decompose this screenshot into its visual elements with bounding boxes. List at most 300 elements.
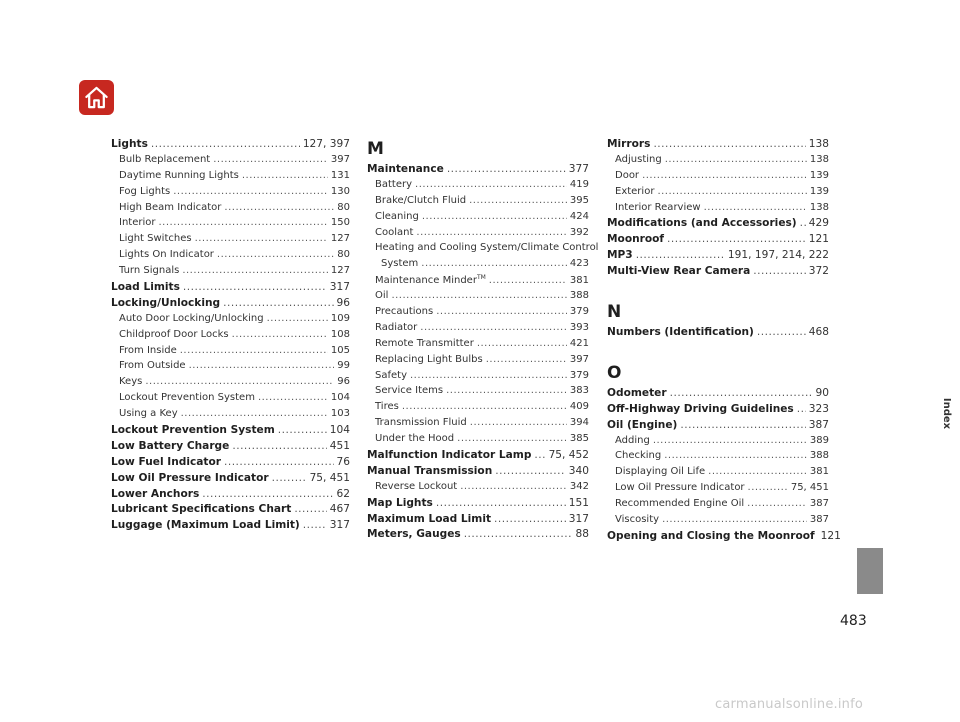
entry-label: Interior Rearview <box>615 201 701 213</box>
index-subentry[interactable] <box>367 481 589 497</box>
page-ref[interactable]: 394 <box>569 417 589 429</box>
page-ref[interactable]: 385 <box>569 433 589 445</box>
page-ref[interactable]: 96 <box>336 296 350 309</box>
watermark: carmanualsonline.info <box>715 697 864 712</box>
leader-dots <box>464 528 573 540</box>
index-entry[interactable] <box>607 419 829 435</box>
entry-text <box>119 392 255 403</box>
leader-dots <box>272 472 307 484</box>
index-entry[interactable] <box>607 326 829 342</box>
leader-dots <box>534 449 545 461</box>
leader-dots <box>151 138 300 150</box>
entry-text: Heating and Cooling System/Climate Control <box>375 242 599 254</box>
entry-label: Remote Transmitter <box>375 337 474 349</box>
entry-text <box>119 154 210 165</box>
page-ref[interactable]: 80 <box>337 201 350 213</box>
leader-dots <box>294 503 326 515</box>
home-icon <box>83 84 110 111</box>
index-entry[interactable] <box>607 249 829 265</box>
entry-text <box>615 186 654 197</box>
page-ref[interactable]: 389 <box>809 434 829 446</box>
entry-text <box>111 456 221 468</box>
page-ref[interactable]: 424 <box>569 210 589 222</box>
entry-text <box>119 202 221 213</box>
entry-text <box>615 466 705 477</box>
entry-text <box>375 354 483 365</box>
page-ref[interactable]: 138 <box>809 153 829 165</box>
entry-text <box>615 154 662 165</box>
page-ref[interactable]: 317 <box>568 512 589 525</box>
page-ref[interactable]: 80 <box>337 249 350 261</box>
entry-label: Daytime Running Lights <box>119 169 239 181</box>
entry-label: Oil (Engine) <box>607 418 678 431</box>
page-ref[interactable]: 383 <box>569 385 589 397</box>
page-ref[interactable]: 76 <box>336 455 350 468</box>
page-ref[interactable]: 151 <box>568 496 589 509</box>
index-entry[interactable] <box>111 503 350 519</box>
index-entry[interactable] <box>607 138 829 154</box>
entry-text <box>119 186 170 197</box>
section-letter: N <box>607 302 622 323</box>
entry-label: Low Oil Pressure Indicator <box>615 482 745 494</box>
leader-dots <box>436 306 567 317</box>
entry-label: Cleaning <box>375 210 419 222</box>
entry-text <box>111 488 199 500</box>
entry-label: Recommended Engine Oil <box>615 498 745 510</box>
leader-dots <box>708 466 807 477</box>
entry-text <box>111 297 220 309</box>
entry-text <box>615 514 659 525</box>
page-ref[interactable]: 130 <box>330 185 350 197</box>
leader-dots <box>667 233 806 245</box>
index-entry[interactable] <box>367 528 589 544</box>
section-letter: O <box>607 362 622 383</box>
leader-dots <box>436 497 566 509</box>
leader-dots <box>662 514 807 525</box>
home-button[interactable] <box>79 80 114 115</box>
index-subentry[interactable] <box>111 233 350 249</box>
index-subentry[interactable] <box>607 514 829 530</box>
index-entry[interactable] <box>607 403 829 419</box>
entry-text <box>367 449 531 461</box>
section-letter: M <box>367 139 384 159</box>
leader-dots <box>183 281 327 293</box>
index-subentry[interactable] <box>367 370 589 386</box>
index-subentry[interactable] <box>111 345 350 361</box>
entry-label: Viscosity <box>615 514 660 526</box>
leader-dots <box>224 202 334 213</box>
entry-label: Door <box>615 169 640 181</box>
page-ref[interactable]: 75, 451 <box>790 482 829 494</box>
leader-dots <box>258 392 328 403</box>
page-ref[interactable]: 342 <box>569 480 589 492</box>
index-entry[interactable] <box>607 387 829 403</box>
page-ref[interactable]: 75, 451 <box>309 471 350 484</box>
entry-text <box>111 519 300 531</box>
leader-dots <box>422 211 567 222</box>
entry-text <box>119 265 179 276</box>
page-ref[interactable]: 381 <box>809 466 829 478</box>
entry-text <box>615 482 745 493</box>
page-ref[interactable]: 387 <box>809 498 829 510</box>
entry-text <box>367 163 444 175</box>
page-ref[interactable]: 138 <box>808 138 829 150</box>
page-ref[interactable]: 138 <box>809 201 829 213</box>
index-subentry[interactable] <box>111 329 350 345</box>
page-ref[interactable]: 62 <box>336 487 350 500</box>
entry-text <box>607 326 754 338</box>
entry-text <box>375 274 486 286</box>
entry-label: Load Limits <box>111 281 180 294</box>
leader-dots <box>402 401 567 412</box>
index-side-tab[interactable] <box>934 390 960 436</box>
index-subentry[interactable] <box>607 154 829 170</box>
index-subentry[interactable] <box>367 195 589 211</box>
entry-label: Interior <box>119 217 156 229</box>
index-subentry[interactable] <box>607 435 829 451</box>
entry-label: Keys <box>119 376 143 388</box>
entry-text <box>607 387 667 399</box>
entry-text <box>111 281 180 293</box>
entry-text <box>375 401 399 412</box>
leader-dots <box>182 265 328 276</box>
entry-label: Lights <box>111 138 148 150</box>
entry-label: Exterior <box>615 185 655 197</box>
index-subentry[interactable] <box>367 290 589 306</box>
page-ref[interactable]: 105 <box>330 344 350 356</box>
index-subentry[interactable] <box>607 170 829 186</box>
leader-dots <box>477 338 567 349</box>
leader-dots <box>446 385 567 396</box>
page-ref[interactable]: 127 <box>330 265 350 277</box>
index-subentry[interactable] <box>367 227 589 243</box>
entry-text <box>111 503 291 515</box>
index-subentry[interactable] <box>111 376 350 392</box>
entry-label: Maximum Load Limit <box>367 512 492 525</box>
page-ref[interactable]: 139 <box>809 169 829 181</box>
leader-dots <box>189 360 335 371</box>
index-entry[interactable] <box>111 297 350 313</box>
index-entry[interactable] <box>367 449 589 465</box>
index-entry[interactable] <box>111 138 350 154</box>
entry-label: Adjusting <box>615 153 662 165</box>
page-number: 483 <box>840 613 867 629</box>
page-ref[interactable]: 131 <box>330 169 350 181</box>
page-ref[interactable]: 109 <box>330 312 350 324</box>
page-ref[interactable]: 419 <box>569 178 589 190</box>
index-subentry[interactable] <box>111 313 350 329</box>
page-ref[interactable]: 191, 197, 214, 222 <box>727 249 829 262</box>
index-subentry[interactable] <box>367 433 589 449</box>
index-subentry[interactable] <box>111 217 350 233</box>
entry-text <box>375 417 467 428</box>
leader-dots <box>469 195 567 206</box>
entry-label: Meters, Gauges <box>367 528 461 541</box>
entry-text <box>607 403 794 415</box>
index-entry[interactable] <box>111 456 350 472</box>
leader-dots <box>278 424 327 436</box>
index-entry[interactable] <box>367 163 589 179</box>
index-subentry[interactable] <box>367 322 589 338</box>
page-ref[interactable]: 397 <box>569 353 589 365</box>
leader-dots <box>232 440 326 452</box>
page-ref[interactable]: 395 <box>569 194 589 206</box>
entry-text <box>111 424 275 436</box>
page-ref[interactable]: 392 <box>569 226 589 238</box>
index-subentry <box>367 242 599 258</box>
entry-text <box>119 249 214 260</box>
entry-label: Brake/Clutch Fluid <box>375 194 467 206</box>
page-ref[interactable]: 388 <box>569 290 589 302</box>
entry-label: Lower Anchors <box>111 487 200 500</box>
entry-text <box>381 258 418 269</box>
entry-label: Maintenance <box>367 163 444 175</box>
index-subentry[interactable] <box>367 274 589 290</box>
index-subentry[interactable] <box>367 417 589 433</box>
index-subentry[interactable] <box>111 154 350 170</box>
entry-label: Replacing Light Bulbs <box>375 353 483 365</box>
entry-label: Off-Highway Driving Guidelines <box>607 402 794 415</box>
entry-label: Luggage (Maximum Load Limit) <box>111 519 300 532</box>
entry-text <box>119 345 177 356</box>
page-ref[interactable]: 397 <box>330 153 350 165</box>
page-ref[interactable]: 381 <box>569 275 589 287</box>
page-ref[interactable]: 468 <box>808 326 829 339</box>
page-ref[interactable]: 139 <box>809 185 829 197</box>
index-subentry[interactable] <box>607 202 829 218</box>
entry-text <box>367 497 433 509</box>
entry-label: Fog Lights <box>119 185 171 197</box>
index-subentry[interactable] <box>367 211 589 227</box>
index-subentry[interactable] <box>111 202 350 218</box>
page-ref[interactable]: 99 <box>337 360 350 372</box>
entry-label: Multi-View Rear Camera <box>607 265 751 278</box>
index-entry[interactable] <box>367 513 589 529</box>
entry-label: Radiator <box>375 321 418 333</box>
index-subentry[interactable] <box>111 249 350 265</box>
page-ref[interactable]: 96 <box>337 376 350 388</box>
page-ref[interactable]: 467 <box>329 503 350 516</box>
index-subentry[interactable] <box>367 401 589 417</box>
leader-dots <box>224 456 334 468</box>
index-subentry[interactable] <box>367 385 589 401</box>
page-ref[interactable]: 340 <box>568 464 589 477</box>
page-ref[interactable]: 323 <box>808 402 829 415</box>
index-column-2 <box>367 138 599 544</box>
leader-dots <box>747 498 807 509</box>
index-subentry[interactable] <box>607 186 829 202</box>
page-ref[interactable]: 409 <box>569 401 589 413</box>
entry-text <box>615 498 744 509</box>
entry-label: High Beam Indicator <box>119 201 222 213</box>
entry-text <box>607 138 650 150</box>
index-entry[interactable] <box>111 472 350 488</box>
entry-text <box>607 419 677 431</box>
page-ref[interactable]: 104 <box>329 424 350 437</box>
entry-label: Oil <box>375 290 389 302</box>
index-subentry[interactable] <box>607 450 829 466</box>
entry-label: Manual Transmission <box>367 464 493 477</box>
entry-text <box>607 265 750 277</box>
leader-dots <box>665 154 807 165</box>
page-ref[interactable]: 88 <box>575 528 589 541</box>
entry-label: Modifications (and Accessories) <box>607 217 797 230</box>
page-ref[interactable]: 104 <box>330 392 350 404</box>
section-gap <box>607 342 829 362</box>
page-ref[interactable]: 150 <box>330 217 350 229</box>
entry-label: Light Switches <box>119 233 192 245</box>
entry-label: Auto Door Locking/Unlocking <box>119 312 264 324</box>
index-entry[interactable] <box>607 233 829 249</box>
leader-dots <box>664 450 807 461</box>
entry-text <box>119 233 192 244</box>
leader-dots <box>748 482 788 493</box>
index-subentry[interactable] <box>111 170 350 186</box>
leader-dots <box>457 433 567 444</box>
page-ref[interactable]: 121 <box>820 529 841 542</box>
page-ref[interactable]: 387 <box>808 418 829 431</box>
page-ref[interactable]: 103 <box>330 408 350 420</box>
entry-text <box>607 233 664 245</box>
leader-dots <box>704 202 807 213</box>
page-ref[interactable]: 451 <box>329 439 350 452</box>
index-entry[interactable] <box>111 519 350 535</box>
entry-label: Opening and Closing the Moonroof <box>607 529 815 542</box>
leader-dots <box>303 519 327 531</box>
index-subentry[interactable] <box>367 258 589 274</box>
index-subentry[interactable] <box>111 265 350 281</box>
entry-label: Tires <box>375 401 399 413</box>
page-ref[interactable]: 387 <box>809 514 829 526</box>
entry-text <box>375 290 388 301</box>
entry-label: Map Lights <box>367 496 433 509</box>
leader-dots <box>213 154 328 165</box>
index-subentry[interactable] <box>607 466 829 482</box>
page-ref[interactable]: 372 <box>808 265 829 278</box>
entry-label: Using a Key <box>119 408 178 420</box>
entry-text <box>375 322 417 333</box>
index-entry[interactable] <box>367 465 589 481</box>
entry-label: Lubricant Specifications Chart <box>111 503 292 516</box>
leader-dots <box>642 170 807 181</box>
page-ref[interactable]: 317 <box>329 281 350 294</box>
page-ref[interactable]: 379 <box>569 306 589 318</box>
index-subentry[interactable] <box>111 392 350 408</box>
leader-dots <box>447 163 566 175</box>
page-ref[interactable]: 90 <box>815 386 829 399</box>
entry-text <box>607 530 815 542</box>
leader-dots <box>180 345 328 356</box>
entry-label: Malfunction Indicator Lamp <box>367 449 532 462</box>
entry-label: Lights On Indicator <box>119 249 214 261</box>
leader-dots <box>486 354 567 365</box>
leader-dots <box>420 322 567 333</box>
page-ref[interactable]: 75, 452 <box>548 449 589 462</box>
side-tab-label: Index <box>941 397 953 429</box>
leader-dots <box>680 419 805 431</box>
leader-dots <box>195 233 328 244</box>
entry-label: Turn Signals <box>119 265 180 277</box>
leader-dots <box>158 217 327 228</box>
entry-label: Bulb Replacement <box>119 153 211 165</box>
entry-text <box>367 465 492 477</box>
entry-text <box>111 138 148 150</box>
entry-text <box>119 408 178 419</box>
index-entry[interactable] <box>111 424 350 440</box>
entry-label: Low Oil Pressure Indicator <box>111 471 269 484</box>
entry-label: Lockout Prevention System <box>111 424 275 437</box>
entry-text <box>119 313 264 324</box>
index-entry[interactable] <box>111 488 350 504</box>
page-ref[interactable]: 429 <box>808 217 829 230</box>
page-ref[interactable]: 423 <box>569 258 589 270</box>
index-subentry[interactable] <box>111 186 350 202</box>
leader-dots <box>470 417 567 428</box>
entry-text <box>375 433 454 444</box>
index-subentry[interactable] <box>367 354 589 370</box>
index-entry[interactable] <box>607 217 829 233</box>
index-subentry[interactable] <box>111 360 350 376</box>
index-subentry[interactable] <box>607 498 829 514</box>
leader-dots <box>202 488 333 500</box>
leader-dots <box>232 329 328 340</box>
index-entry[interactable] <box>111 281 350 297</box>
index-subentry[interactable] <box>367 179 589 195</box>
page-ref[interactable]: 377 <box>568 163 589 175</box>
entry-text <box>375 481 457 492</box>
entry-label: MP3 <box>607 249 633 262</box>
page-ref[interactable]: 121 <box>808 233 829 246</box>
page-ref[interactable]: 127 <box>330 233 350 245</box>
entry-text <box>375 179 412 190</box>
page-ref[interactable]: 379 <box>569 369 589 381</box>
index-entry[interactable] <box>607 529 841 546</box>
index-subentry[interactable] <box>367 306 589 322</box>
page-ref[interactable]: 317 <box>329 519 350 532</box>
entry-label: Precautions <box>375 306 434 318</box>
index-entry[interactable] <box>111 440 350 456</box>
entry-text <box>375 338 474 349</box>
index-subentry[interactable] <box>367 338 589 354</box>
entry-text <box>119 217 155 228</box>
entry-text <box>615 450 661 461</box>
index-subentry[interactable] <box>607 482 829 498</box>
entry-text <box>111 472 269 484</box>
page-ref[interactable]: 388 <box>809 450 829 462</box>
leader-dots <box>410 370 567 381</box>
entry-text <box>375 227 413 238</box>
leader-dots <box>460 481 567 492</box>
page-ref[interactable]: 127, 397 <box>302 138 350 150</box>
index-column-1 <box>111 138 350 535</box>
entry-text <box>615 202 701 213</box>
page-ref[interactable]: 393 <box>569 321 589 333</box>
entry-text <box>367 513 491 525</box>
entry-text <box>615 435 650 446</box>
leader-dots <box>242 170 328 181</box>
index-subentry[interactable] <box>111 408 350 424</box>
entry-label: From Inside <box>119 344 177 356</box>
leader-dots <box>421 258 567 269</box>
index-entry[interactable] <box>607 265 829 281</box>
entry-text <box>607 249 633 261</box>
index-entry[interactable] <box>367 497 589 513</box>
entry-text <box>375 195 466 206</box>
entry-text <box>119 170 239 181</box>
page-ref[interactable]: 421 <box>569 337 589 349</box>
page-ref[interactable]: 108 <box>330 328 350 340</box>
leader-dots <box>800 217 806 229</box>
